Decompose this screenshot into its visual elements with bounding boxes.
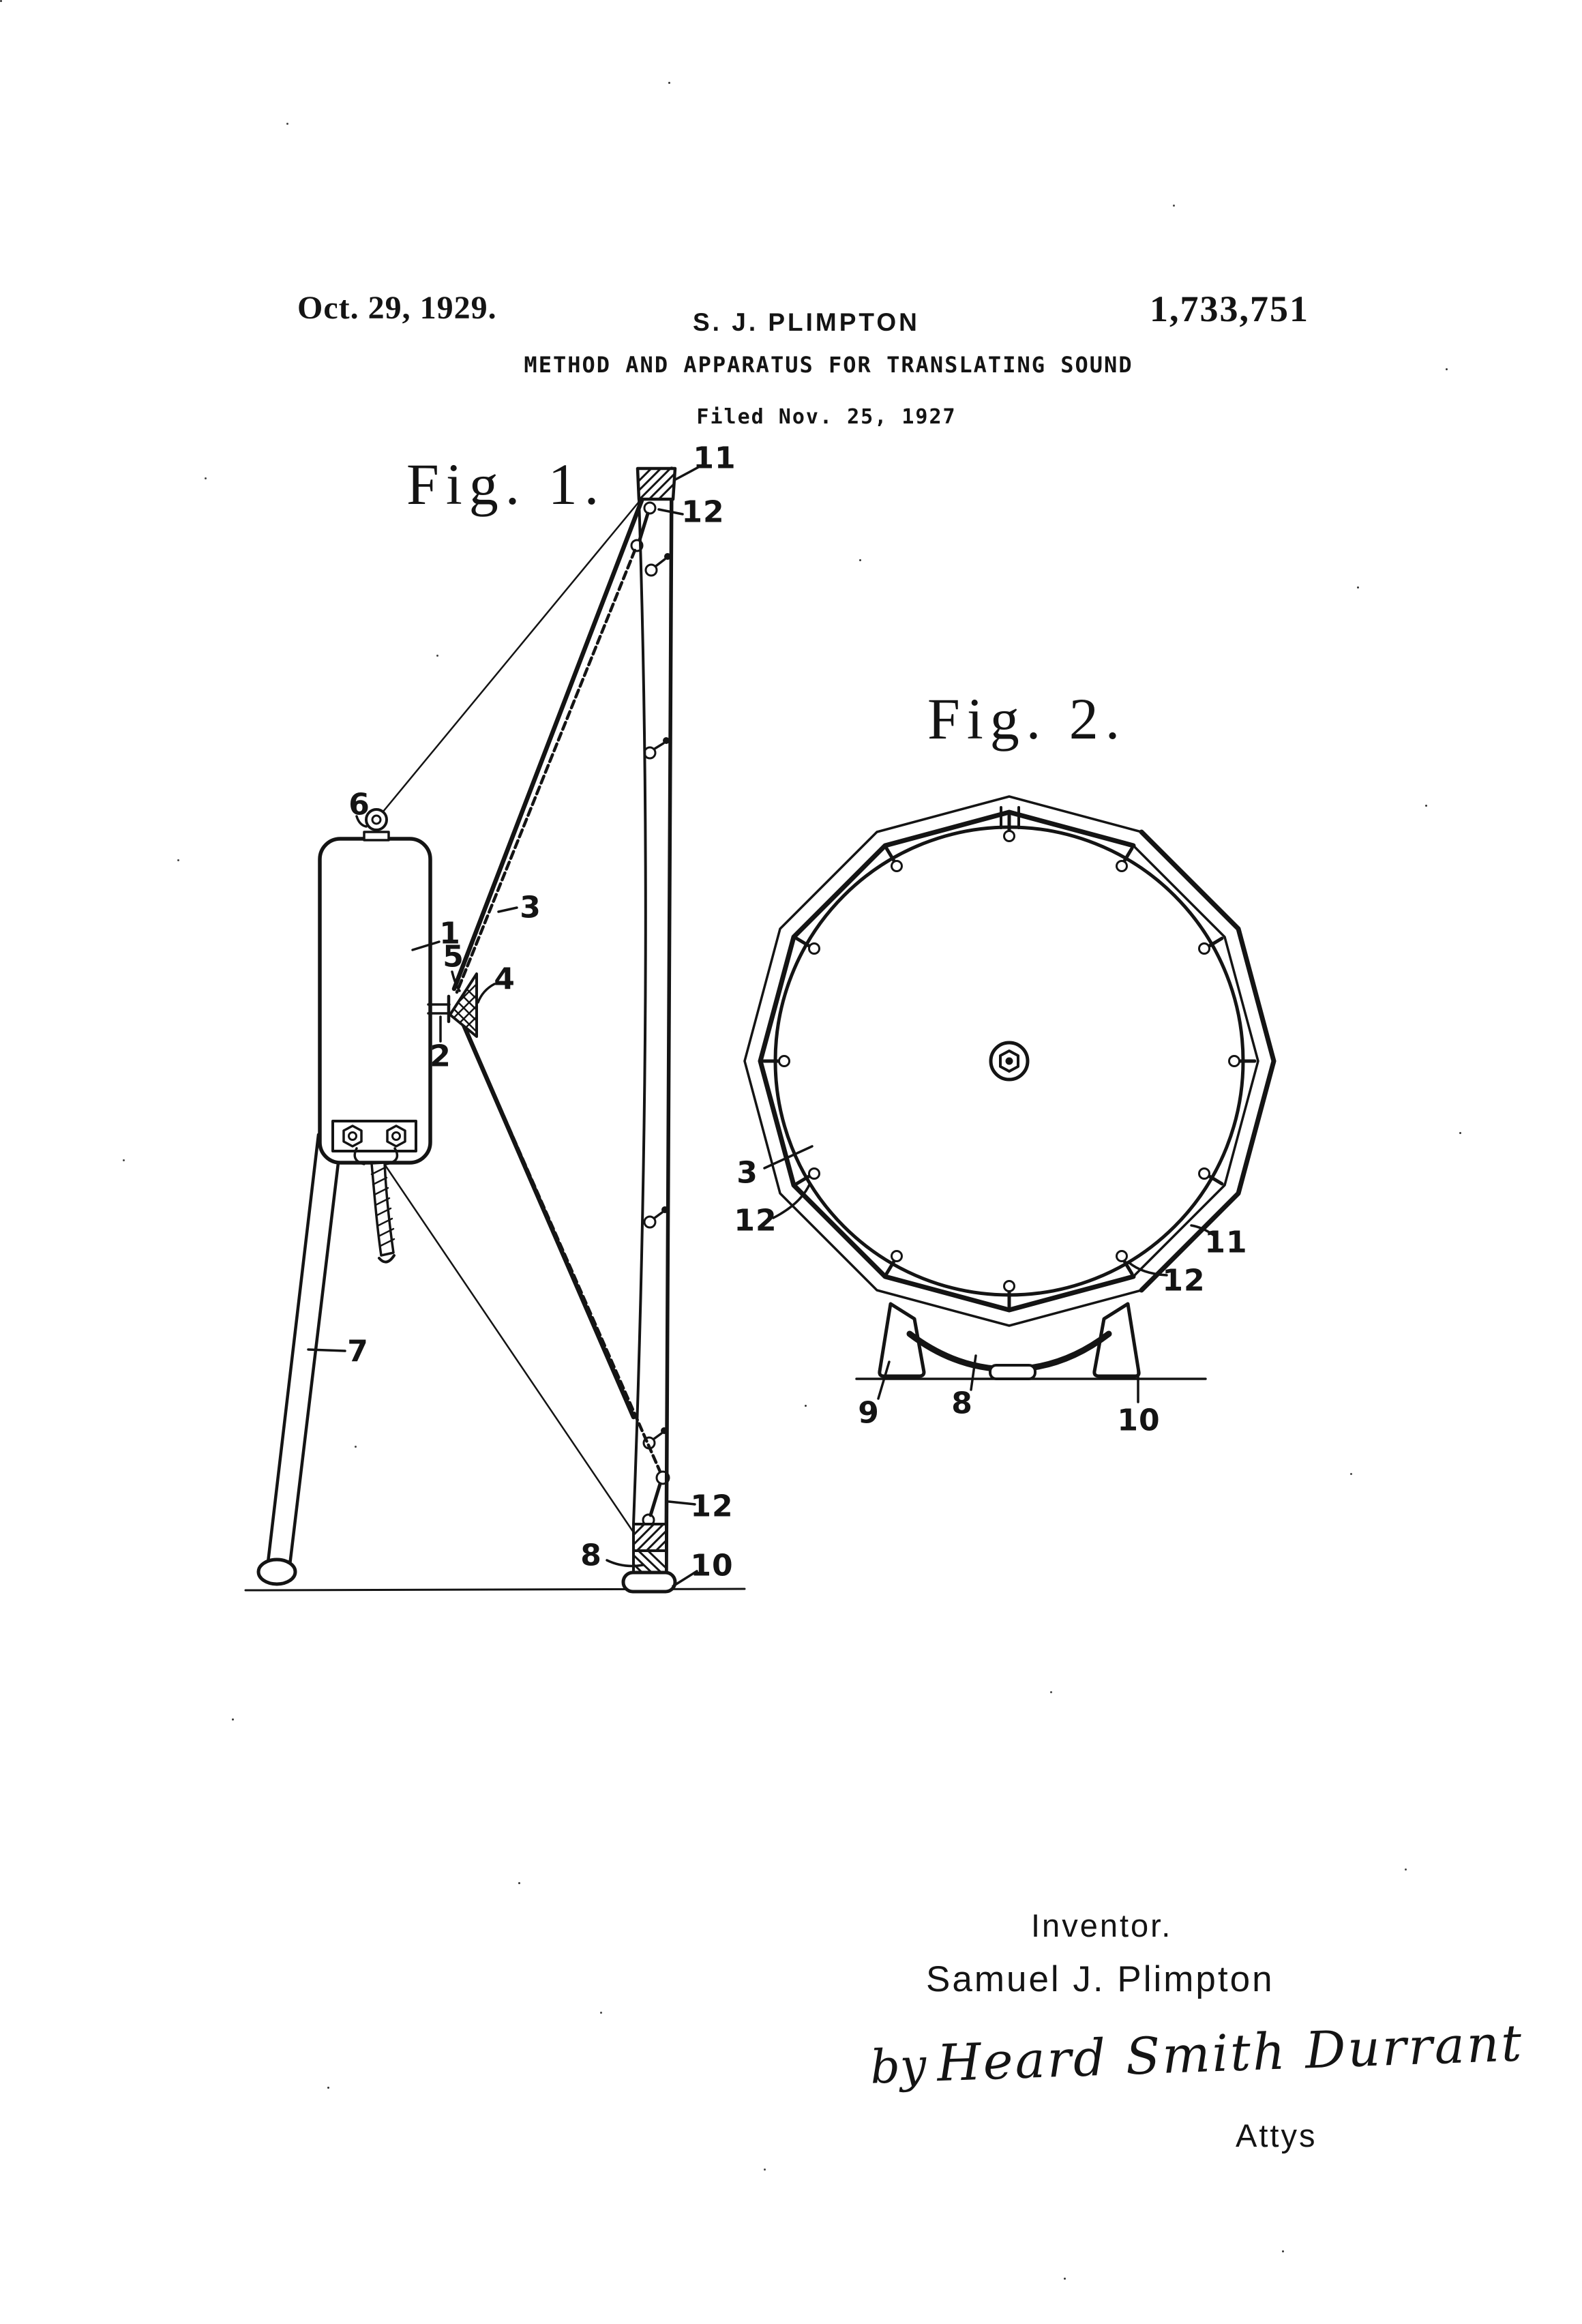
fig2-ref-numeral-12: 12 — [734, 1203, 777, 1238]
fig2-ref-numeral-12: 12 — [1162, 1263, 1206, 1298]
fig1-cord-upper — [457, 550, 635, 992]
fig1-ref-numeral-6: 6 — [348, 787, 370, 822]
fig2-caption: Fig. 2. — [927, 686, 1127, 751]
fig1-lower-stay — [383, 1161, 633, 1532]
scan-noise-specks — [0, 0, 2, 2]
inventor-signature: Samuel J. Plimpton — [926, 1959, 1274, 1999]
fig1-ref-numeral-1: 1 — [439, 916, 461, 951]
fig1-driver-unit — [320, 839, 430, 1163]
fig1-ref-numeral-10: 10 — [690, 1548, 734, 1583]
fig1-drawing — [245, 465, 745, 1592]
fig2-center-hub — [991, 1043, 1028, 1079]
fig1-turnbuckle-top — [631, 503, 655, 551]
fig1-ref-numeral-7: 7 — [347, 1334, 369, 1369]
fig1-ref-numeral-3: 3 — [520, 890, 541, 925]
fig1-ref-numeral-2: 2 — [430, 1039, 451, 1074]
fig1-cord-lower — [466, 1031, 660, 1472]
fig2-ref-numeral-10: 10 — [1117, 1403, 1161, 1438]
patent-date: Oct. 29, 1929. — [297, 290, 497, 326]
patent-number: 1,733,751 — [1150, 288, 1309, 329]
filed-date: Filed Nov. 25, 1927 — [696, 405, 957, 429]
fig1-caption: Fig. 1. — [406, 451, 606, 517]
fig1-suspension-cord — [380, 498, 642, 816]
fig1-rim-blocks — [615, 1522, 685, 1592]
fig2-ref-numeral-11: 11 — [1204, 1225, 1248, 1260]
fig2-ref-numeral-3: 3 — [736, 1155, 758, 1191]
fig1-ref-numeral-12: 12 — [690, 1489, 734, 1524]
fig1-ref-numeral-8: 8 — [580, 1538, 602, 1573]
inventor-caption: Inventor. — [1031, 1907, 1173, 1943]
invention-title: METHOD AND APPARATUS FOR TRANSLATING SOUND — [524, 352, 1133, 378]
fig1-ref-numeral-5: 5 — [443, 939, 464, 974]
fig1-leg — [258, 1135, 342, 1584]
fig1-ref-numeral-11: 11 — [693, 441, 736, 476]
fig1-ref-numeral-12: 12 — [681, 494, 725, 530]
attorney-signature: Heard Smith Durrant — [936, 2014, 1525, 2094]
fig1-cone-upper-edge — [454, 501, 642, 989]
applicant-name: S. J. PLIMPTON — [693, 308, 920, 336]
fig1-ref-numeral-4: 4 — [494, 962, 516, 997]
fig2-drawing — [745, 796, 1274, 1402]
by-prefix: by — [869, 2038, 927, 2095]
attorneys-caption: Attys — [1236, 2117, 1317, 2154]
fig2-ref-numeral-9: 9 — [858, 1395, 880, 1431]
fig1-terminal-plate — [333, 1121, 416, 1151]
fig1-cable — [355, 1148, 397, 1262]
fig2-ref-numeral-8: 8 — [951, 1386, 973, 1421]
